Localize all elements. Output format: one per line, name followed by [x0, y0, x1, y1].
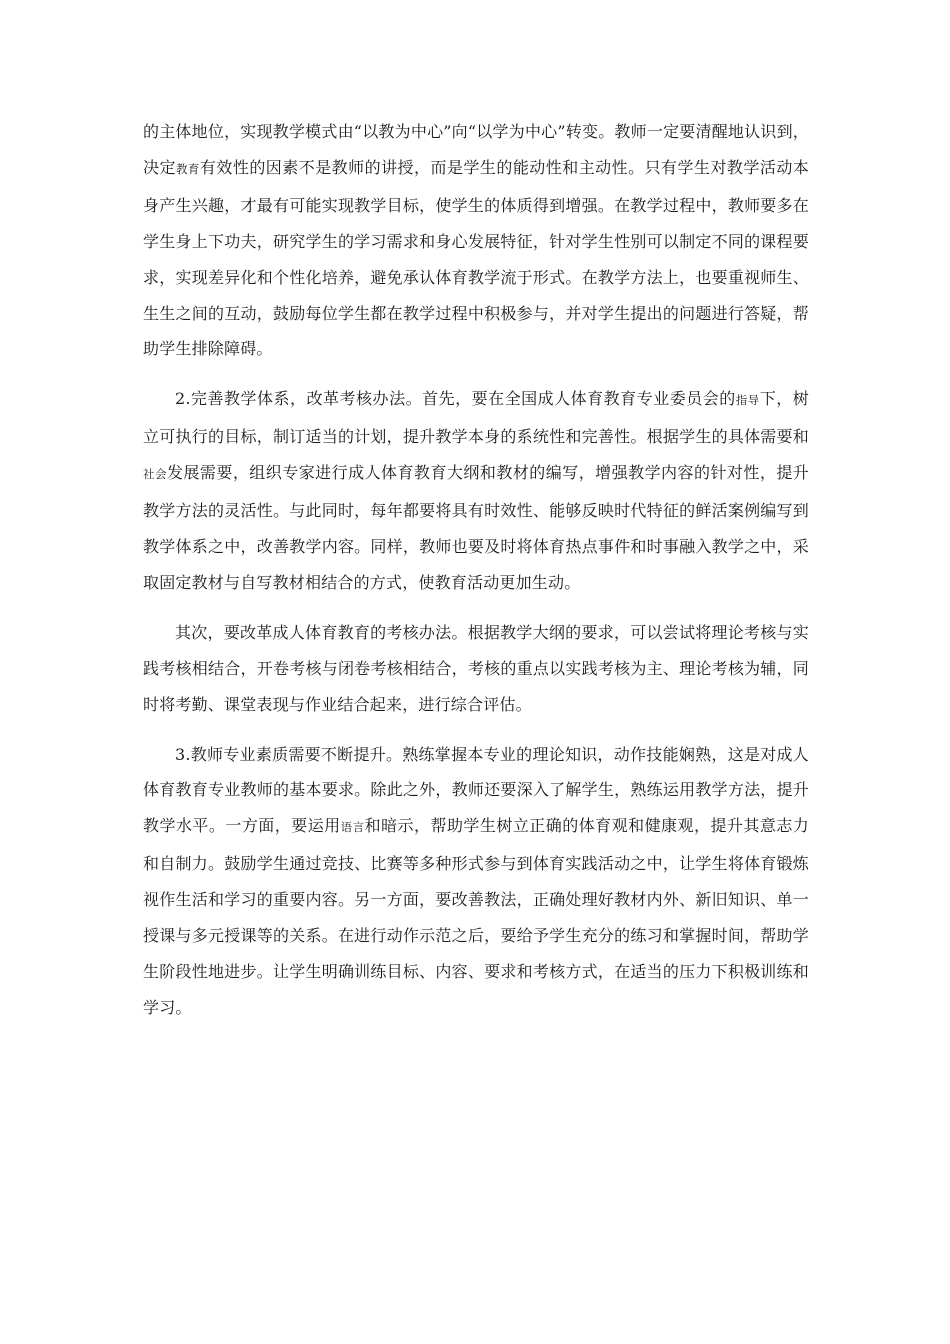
paragraph-text: 2.完善教学体系，改革考核办法。首先，要在全国成人体育教育专业委员会的	[175, 389, 736, 409]
paragraph-text: 的主体地位，实现教学模式由“以教为中心”向“以学为中心”转变。教师一定要清醒地认识到，决定	[143, 122, 809, 177]
paragraph-text: 其次，要改革成人体育教育的考核办法。根据教学大纲的要求，可以尝试将理论考核与实践考核相结合，开卷考核与闭卷考核相结合，考核的重点以实践考核为主、理论考核为辅，同时将考勤、课堂表现与作业结合起来，进行综合评估。	[143, 622, 809, 714]
document-body	[143, 114, 809, 1026]
paragraph-2	[143, 381, 809, 600]
paragraph-text: 和暗示，帮助学生树立正确的体育观和健康观，提升其意志力和自制力。鼓励学生通过竞技、比赛等多种形式参与到体育实践活动之中，让学生将体育锻炼视作生活和学习的重要内容。另一方面，要改善教法，正确处理好教材内外、新旧知识、单一授课与多元授课等的关系。在进行动作示范之后，要给予学生充分的练习和掌握时间，帮助学生阶段性地进步。让学生明确训练目标、内容、要求和考核方式，在适当的压力下积极训练和学习。	[143, 816, 810, 1017]
paragraph-text-small: 教育	[175, 161, 200, 176]
paragraph-text-small: 社会	[143, 467, 167, 482]
paragraph-text: 发展需要，组织专家进行成人体育教育大纲和教材的编写，增强教学内容的针对性，提升教学方法的灵活性。与此同时，每年都要将具有时效性、能够反映时代特征的鲜活案例编写到教学体系之中，改善教学内容。同样，教师也要及时将体育热点事件和时事融入教学之中，采取固定教材与自写教材相结合的方式，使教育活动更加生动。	[143, 463, 809, 592]
paragraph-4	[143, 737, 809, 1026]
paragraph-text-small: 指导	[735, 393, 760, 408]
paragraph-text: 3.教师专业素质需要不断提升。熟练掌握本专业的理论知识，动作技能娴熟，这是对成人体育教育专业教师的基本要求。除此之外，教师还要深入了解学生，熟练运用教学方法，提升教学水平。一方面，要运用	[143, 744, 809, 836]
paragraph-text: 下，树立可执行的目标，制订适当的计划，提升教学本身的系统性和完善性。根据学生的具体需要和	[143, 389, 809, 447]
paragraph-3	[143, 615, 809, 723]
paragraph-text: 有效性的因素不是教师的讲授，而是学生的能动性和主动性。只有学生对教学活动本身产生兴趣，才最有可能实现教学目标，使学生的体质得到增强。在教学过程中，教师要多在学生身上下功夫，研究学生的学习需求和身心发展特征，针对学生性别可以制定不同的课程要求，实现差异化和个性化培养，避免承认体育教学流于形式。在教学方法上，也要重视师生、生生之间的互动，鼓励每位学生都在教学过程中积极参与，并对学生提出的问题进行答疑，帮助学生排除障碍。	[143, 157, 810, 359]
paragraph-text-small: 语言	[340, 820, 365, 835]
paragraph-1	[143, 114, 809, 367]
